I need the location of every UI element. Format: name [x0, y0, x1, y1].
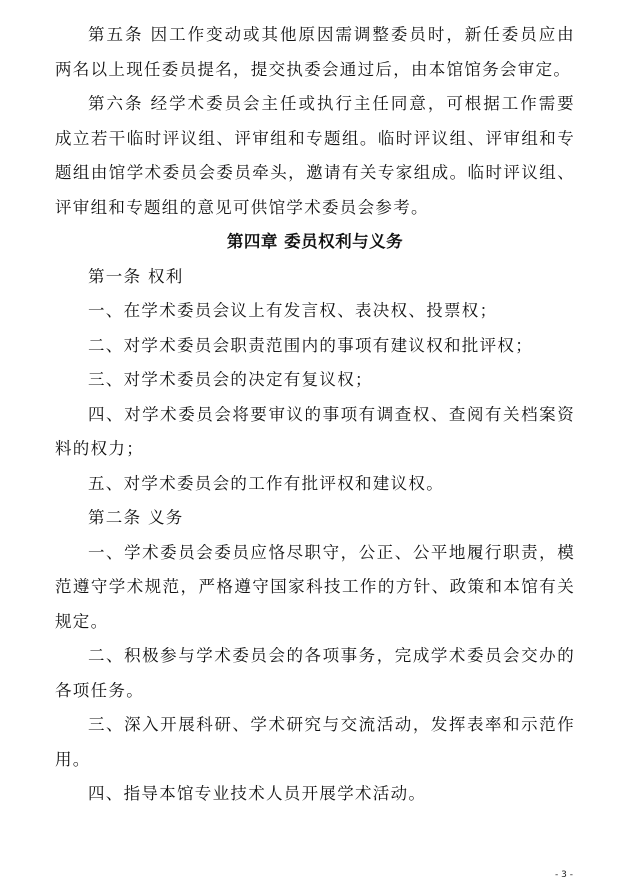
chapter-4-heading: 第四章 委员权利与义务 [226, 232, 404, 251]
rights-item-3: 三、对学术委员会的决定有复议权； [88, 370, 373, 389]
duties-item-2: 二、积极参与学术委员会的各项事务，完成学术委员会交办的各项任务。 [55, 646, 575, 700]
duties-item-3: 三、深入开展科研、学术研究与交流活动，发挥表率和示范作用。 [55, 715, 575, 769]
article-6-paragraph: 第六条 经学术委员会主任或执行主任同意，可根据工作需要成立若干临时评议组、评审组和专题组。临时评议组、评审组和专题组由馆学术委员会委员牵头，邀请有关专家组成。临时评议组、评审组和专题组的意见可供馆学术委员会参考。 [55, 94, 575, 217]
duties-item-4: 四、指导本馆专业技术人员开展学术活动。 [88, 784, 427, 803]
duties-item-1: 一、学术委员会委员应恪尽职守，公正、公平地履行职责，模范遵守学术规范，严格遵守国家科技工作的方针、政策和本馆有关规定。 [55, 542, 575, 631]
page-number: - 3 - [555, 870, 573, 880]
rights-item-4: 四、对学术委员会将要审议的事项有调查权、查阅有关档案资料的权力； [55, 404, 575, 458]
rights-section-title: 第一条 权利 [88, 266, 184, 286]
duties-section-title: 第二条 义务 [88, 508, 184, 527]
document-body [55, 18, 575, 812]
article-5-paragraph: 第五条 因工作变动或其他原因需调整委员时，新任委员应由两名以上现任委员提名，提交执委会通过后，由本馆馆务会审定。 [55, 25, 575, 79]
rights-item-5: 五、对学术委员会的工作有批评权和建议权。 [88, 473, 444, 493]
rights-item-2: 二、对学术委员会职责范围内的事项有建议权和批评权； [88, 335, 533, 355]
rights-item-1: 一、在学术委员会议上有发言权、表决权、投票权； [88, 301, 498, 320]
